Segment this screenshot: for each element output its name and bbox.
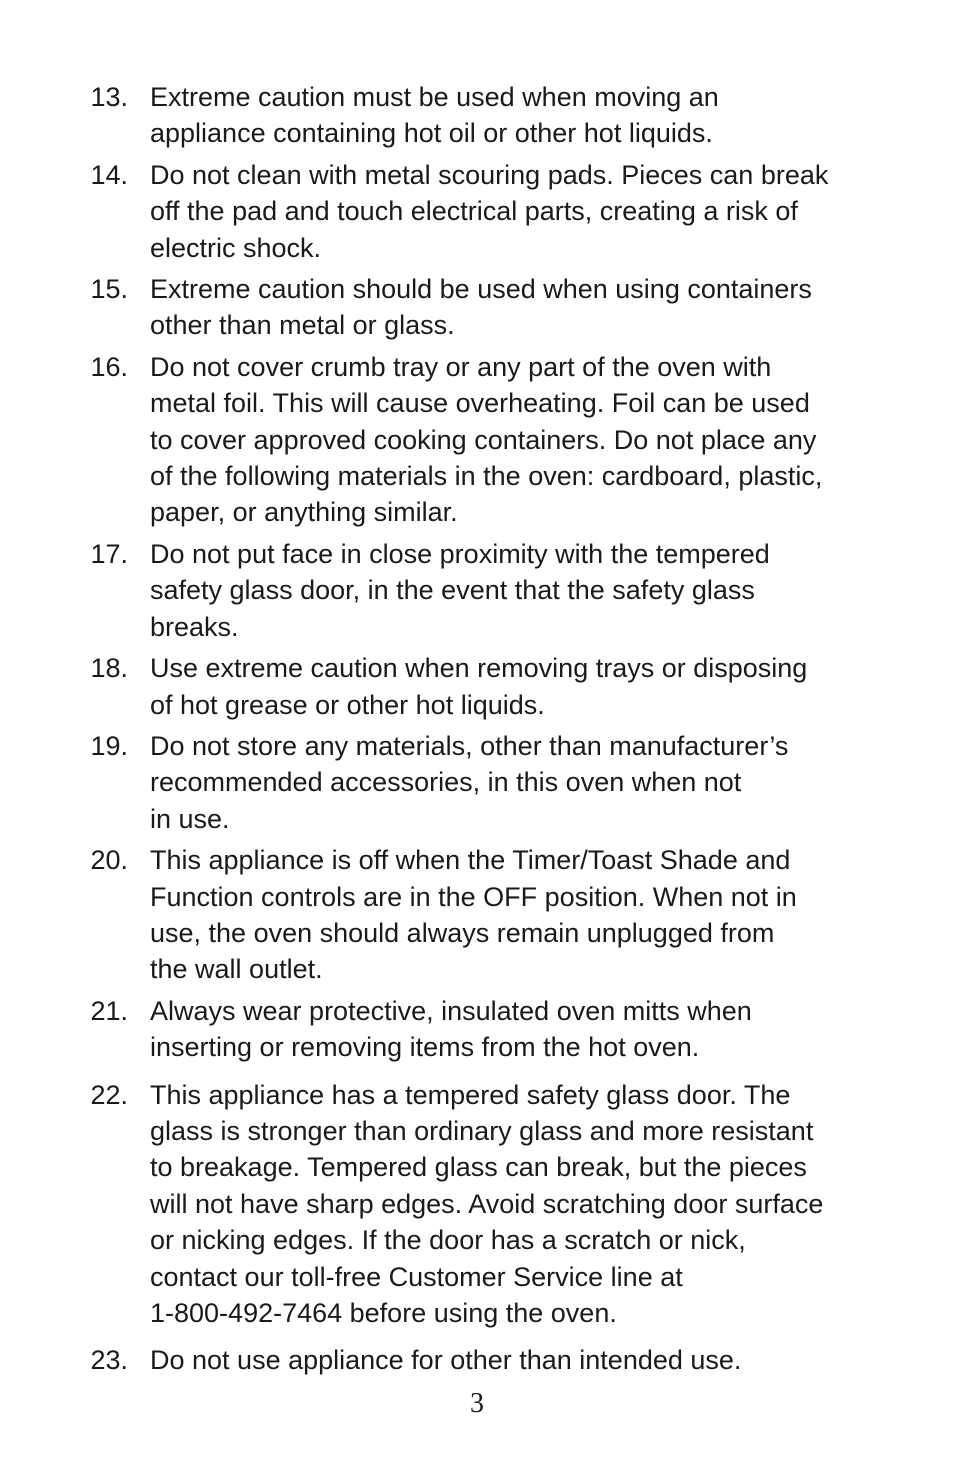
item-text: Do not use appliance for other than intended use. bbox=[150, 1345, 742, 1376]
item-number: 18. bbox=[90, 653, 128, 684]
item-number: 17. bbox=[90, 538, 128, 569]
item-text: Extreme caution must be used when moving an appliance containing hot oil or other hot liquids. bbox=[150, 82, 719, 149]
item-number: 13. bbox=[90, 82, 128, 112]
item-text: Do not put face in close proximity with the tempered safety glass door, in the event that the safety glass breaks. bbox=[150, 538, 770, 642]
item-text: Do not cover crumb tray or any part of the oven with metal foil. This will cause overheating. Foil can be used to cover approved cooking containers. Do not place any of the following materials in the oven: cardboard, plastic, paper, or anything similar. bbox=[150, 351, 823, 528]
page-number: 3 bbox=[470, 1388, 484, 1419]
list-item bbox=[0, 157, 890, 266]
item-number: 23. bbox=[90, 1345, 128, 1376]
item-text: Extreme caution should be used when using containers other than metal or glass. bbox=[150, 274, 812, 341]
item-number: 16. bbox=[90, 351, 128, 382]
item-text: This appliance has a tempered safety glass door. The glass is stronger than ordinary glass and more resistant to breakage. Tempered glass can break, but the pieces will not have sharp edges. Avoid scratching door surface or nicking edges. If the door has a scratch or nick, contact our toll-free Customer Service line at 1-800-492-7464 before using the oven. bbox=[150, 1079, 824, 1328]
list-item bbox=[0, 536, 890, 645]
item-text: Do not store any materials, other than manufacturer’s recommended accessories, in this oven when not in use. bbox=[150, 730, 789, 834]
item-number: 21. bbox=[90, 995, 128, 1026]
item-number: 19. bbox=[90, 730, 128, 761]
list-item bbox=[0, 349, 890, 531]
safety-instructions-list bbox=[0, 79, 954, 1379]
list-item bbox=[0, 993, 890, 1066]
item-text: Always wear protective, insulated oven mitts when inserting or removing items from the hot oven. bbox=[150, 995, 752, 1063]
item-text: Do not clean with metal scouring pads. Pieces can break off the pad and touch electrical parts, creating a risk of electric shock. bbox=[150, 159, 829, 263]
item-number: 22. bbox=[90, 1079, 128, 1110]
item-number: 15. bbox=[90, 274, 128, 305]
item-number: 20. bbox=[90, 845, 128, 876]
list-item bbox=[0, 271, 890, 344]
item-number: 14. bbox=[90, 159, 128, 190]
list-item bbox=[0, 650, 890, 723]
list-item bbox=[0, 79, 890, 152]
list-item bbox=[0, 1342, 890, 1378]
list-item bbox=[0, 1077, 890, 1332]
item-text: This appliance is off when the Timer/Toast Shade and Function controls are in the OFF position. When not in use, the oven should always remain unplugged from the wall outlet. bbox=[150, 845, 797, 985]
item-text: Use extreme caution when removing trays or disposing of hot grease or other hot liquids. bbox=[150, 653, 808, 720]
list-item bbox=[0, 728, 890, 837]
list-item bbox=[0, 842, 890, 988]
